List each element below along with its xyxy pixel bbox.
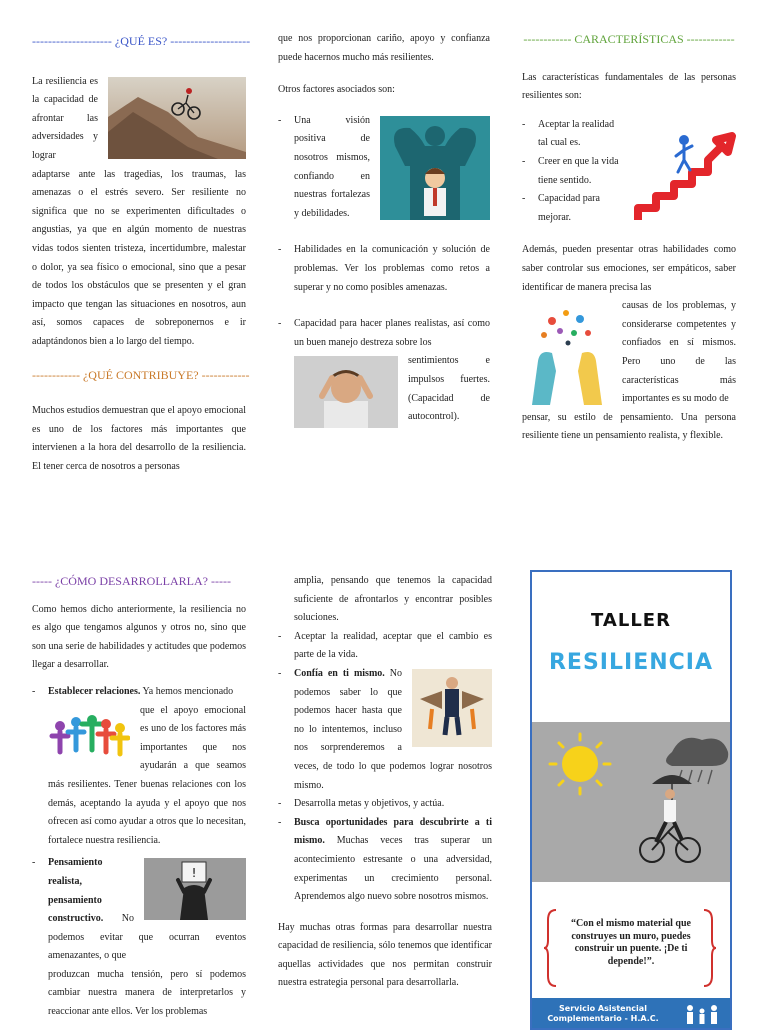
- heading-que-es: -------------------- ¿QUÉ ES? --------------------: [32, 34, 251, 48]
- caracteristica-creer-text: Creer en que la vida tiene sentido.: [538, 155, 619, 186]
- strong-shadow-man-image: [380, 116, 490, 220]
- aceptar-realidad-text: Aceptar la realidad, aceptar que el cambio es parte de la vida.: [294, 630, 492, 661]
- svg-text:!: !: [191, 866, 197, 881]
- bullet-busca-oportunidades: - Busca oportunidades para descubrirte a ti mismo. Muchas veces tras superar un acontecimiento estresante o una adversidad, experimentas un crecimiento personal. Aprendemos algo nuevo sobre nosotros mismos.: [278, 816, 493, 903]
- heading-caracteristicas: ------------ CARACTERÍSTICAS ------------: [523, 32, 735, 46]
- continued-amplia: amplia, pensando que tenemos la capacidad suficiente de afrontarlos y encontrar posibles soluciones.: [294, 575, 492, 624]
- caracteristica-mejorar: - Capacidad para mejorar.: [522, 193, 600, 223]
- confia-title: Confía en ti mismo.: [294, 667, 385, 679]
- bullet-desarrolla-metas: - Desarrolla metas y objetivos, y actúa.: [278, 795, 492, 814]
- cover-quote: “Con el mismo material que construyes un muro, puedes construir un puente. ¡De ti depende!”.: [571, 918, 691, 967]
- desarrolla-metas-text: Desarrolla metas y objetivos, y actúa.: [294, 798, 445, 810]
- bullet-pensamiento-realista: - ! Pensamiento realista, pensamiento constructivo. No podemos evitar que ocurran eventos amenazantes, o que produzcan mucha tensión, pero sí podemos cambiar nuestra manera de interpretarlos y reaccionar ante ellos. Ver los problemas: [32, 854, 246, 1021]
- relaciones-title: Establecer relaciones.: [48, 685, 141, 697]
- pensamiento-wrap: No podemos evitar que ocurran eventos amenazantes, o que: [48, 913, 246, 962]
- panel-desarrollo-continua: [278, 572, 492, 993]
- panel-como-desarrollarla: [32, 572, 246, 1022]
- family-logo-icon: [682, 1003, 722, 1027]
- cover-footer-bar: [532, 998, 730, 1030]
- caracteristica-aceptar-text: Aceptar la realidad tal cual es.: [538, 118, 615, 149]
- cover-panel: [530, 570, 732, 1030]
- relaciones-text: que el apoyo emocional es uno de los factores más importantes que nos ayudarán a que seamos más resilientes. Tener buenas relaciones con los demás, aceptando la ayuda y el apoyo que nos ofrecen así como ayudar a otros que lo necesitan, fortalece nuestra resiliencia.: [48, 704, 246, 846]
- quote-brace-left: [544, 908, 558, 988]
- pensamiento-title: Pensamiento realista, pensamiento constructivo.: [48, 857, 104, 925]
- cyclist-hill-image: [108, 77, 246, 159]
- desarrollar-intro: Como hemos dicho anteriormente, la resiliencia no es algo que tengamos algunos y otros no, sino que son una serie de habilidades y actitudes que podemos llegar a desarrollar.: [32, 603, 246, 671]
- factor-planes: - Capacidad para hacer planes realistas, así como un buen manejo destreza sobre los sentimientos e impulsos fuertes. (Capacidad de autocontrol).: [278, 315, 490, 430]
- panel-que-es: [32, 32, 251, 476]
- closing-text: Hay muchas otras formas para desarrollar nuestra capacidad de resiliencia, sólo tenemos que identificar aquellas actividades que nos permitan construir nuestra estrategia personal para desarrollarla.: [278, 921, 492, 989]
- factor2-text: Habilidades en la comunicación y solución de problemas. Ver los problemas como retos a superar y no como posibles amenazas.: [294, 244, 490, 293]
- caracteristica-aceptar: - Aceptar la realidad tal cual es.: [522, 118, 615, 149]
- busca-title: Busca oportunidades para descubrirte a ti mismo.: [294, 816, 492, 847]
- caracteristica-mejorar-text: Capacidad para mejorar.: [538, 193, 600, 223]
- ademas-end-text: pensar, su estilo de pensamiento. Una persona resiliente tiene un pensamiento realista, y flexible.: [522, 411, 736, 442]
- pensamiento-rest: produzcan mucha tensión, pero sí podemos cambiar nuestra manera de interpretarlos y reaccionar ante ellos. Ver los problemas: [48, 968, 246, 1018]
- stressed-woman-image: [144, 858, 246, 920]
- factor3-wrap-text: sentimientos e impulsos fuertes. (Capacidad de autocontrol).: [408, 355, 490, 423]
- factor-vision-positiva: - Una visión positiva de nosotros mismos, confiando en nuestras fortalezas y debilidades.: [278, 112, 490, 224]
- stressed-man-image: [294, 356, 398, 428]
- ademas-wrap-text: causas de los problemas, y considerarse competentes y confiados en sí mismos. Pero uno de las características más importantes es su modo de: [622, 300, 736, 405]
- intro-text: adaptarse ante las tragedias, los traumas, las amenazas o el estrés severo. Ser resiliente no significa que no se experimenten dificultades o angustias, ya que en algún momento de nuestras vidas todos sienten tristeza, incertidumbre, malestar o dolor, ya sea físico o emocional, sino que a pesar de todos los obstáculos que se presenten y el gran impacto que tengan las situaciones en nosotros, aun así, somos capaces de sobreponernos e ir adaptándonos bien a lo largo del tiempo.: [32, 168, 246, 347]
- intro-text-wrapped: La resiliencia es la capacidad de afrontar las adversidades y lograr: [32, 75, 98, 161]
- factor3-top-text: Capacidad para hacer planes realistas, así como un buen manejo destreza sobre los: [294, 318, 490, 348]
- heading-que-contribuye: ------------ ¿QUÉ CONTRIBUYE? ------------: [32, 367, 250, 382]
- cover-title-resiliencia: RESILIENCIA: [548, 650, 713, 675]
- quote-brace-right: [702, 908, 716, 988]
- cover-footer-text: Servicio Asistencial Complementario - H.A.C.: [547, 1004, 659, 1023]
- ademas-top-text: Además, pueden presentar otras habilidades como saber controlar sus emociones, ser empáticos, saber identificar de manera precisa las: [522, 244, 736, 293]
- caracteristicas-intro: Las características fundamentales de las personas resilientes son:: [522, 71, 736, 102]
- group-people-image: [48, 706, 130, 766]
- bullet-confia-en-ti: - Confía en ti mismo. No podemos saber lo que podemos hacer hasta que no lo intentemos, incluso nos sorprenderemos a veces, de todo lo que podemos lograr nosotros mismo.: [278, 667, 492, 791]
- sun-rain-cyclist-image: [532, 722, 730, 882]
- jetpack-woman-image: [412, 669, 492, 747]
- contribuye-text: Muchos estudios demuestran que el apoyo emocional es uno de los factores más importantes que intervienen a la hora del desarrollo de la resiliencia. El tener cerca de nosotros a personas: [32, 405, 246, 472]
- bullet-aceptar-realidad: - Aceptar la realidad, aceptar que el cambio es parte de la vida.: [278, 628, 492, 665]
- factor1-text: Una visión positiva de nosotros mismos, confiando en nuestras fortalezas y debilidades.: [294, 114, 370, 219]
- panel-caracteristicas: [522, 30, 736, 446]
- confia-text: No podemos saber lo que podemos hacer hasta que no lo intentemos, incluso nos sorprenderemos a veces, de todo lo que podemos lograr nosotros mismo.: [294, 667, 492, 791]
- caracteristica-creer: - Creer en que la vida tiene sentido.: [522, 155, 619, 186]
- heading-como-desarrollarla: ----- ¿CÓMO DESARROLLARLA? -----: [32, 574, 231, 588]
- panel-factores: [278, 30, 490, 430]
- continued-text: que nos proporcionan cariño, apoyo y confianza puede hacernos mucho más resilientes.: [278, 33, 490, 63]
- otros-factores-title: Otros factores asociados son:: [278, 84, 395, 96]
- factor-habilidades: - Habilidades en la comunicación y solución de problemas. Ver los problemas como retos a superar y no como posibles amenazas.: [278, 241, 490, 297]
- busca-text: Muchas veces tras superar un acontecimiento estresante o una adversidad, experimentas un crecimiento personal. Aprendemos algo nuevo sobre nosotros mismos.: [294, 835, 493, 903]
- thinking-heads-image: [522, 301, 612, 405]
- relaciones-first: Ya hemos mencionado: [142, 685, 234, 697]
- cover-title-taller: TALLER: [591, 610, 671, 631]
- bullet-establecer-relaciones: - Establecer relaciones. Ya hemos mencionado que el apoyo emocional es uno de los factores más importantes que nos ayudarán a que seamos más resilientes. Tener buenas relaciones con los demás, aceptando la ayuda y el apoyo que nos ofrecen así como ayudar a otros que lo necesitan, fortalece nuestra resiliencia.: [32, 683, 246, 850]
